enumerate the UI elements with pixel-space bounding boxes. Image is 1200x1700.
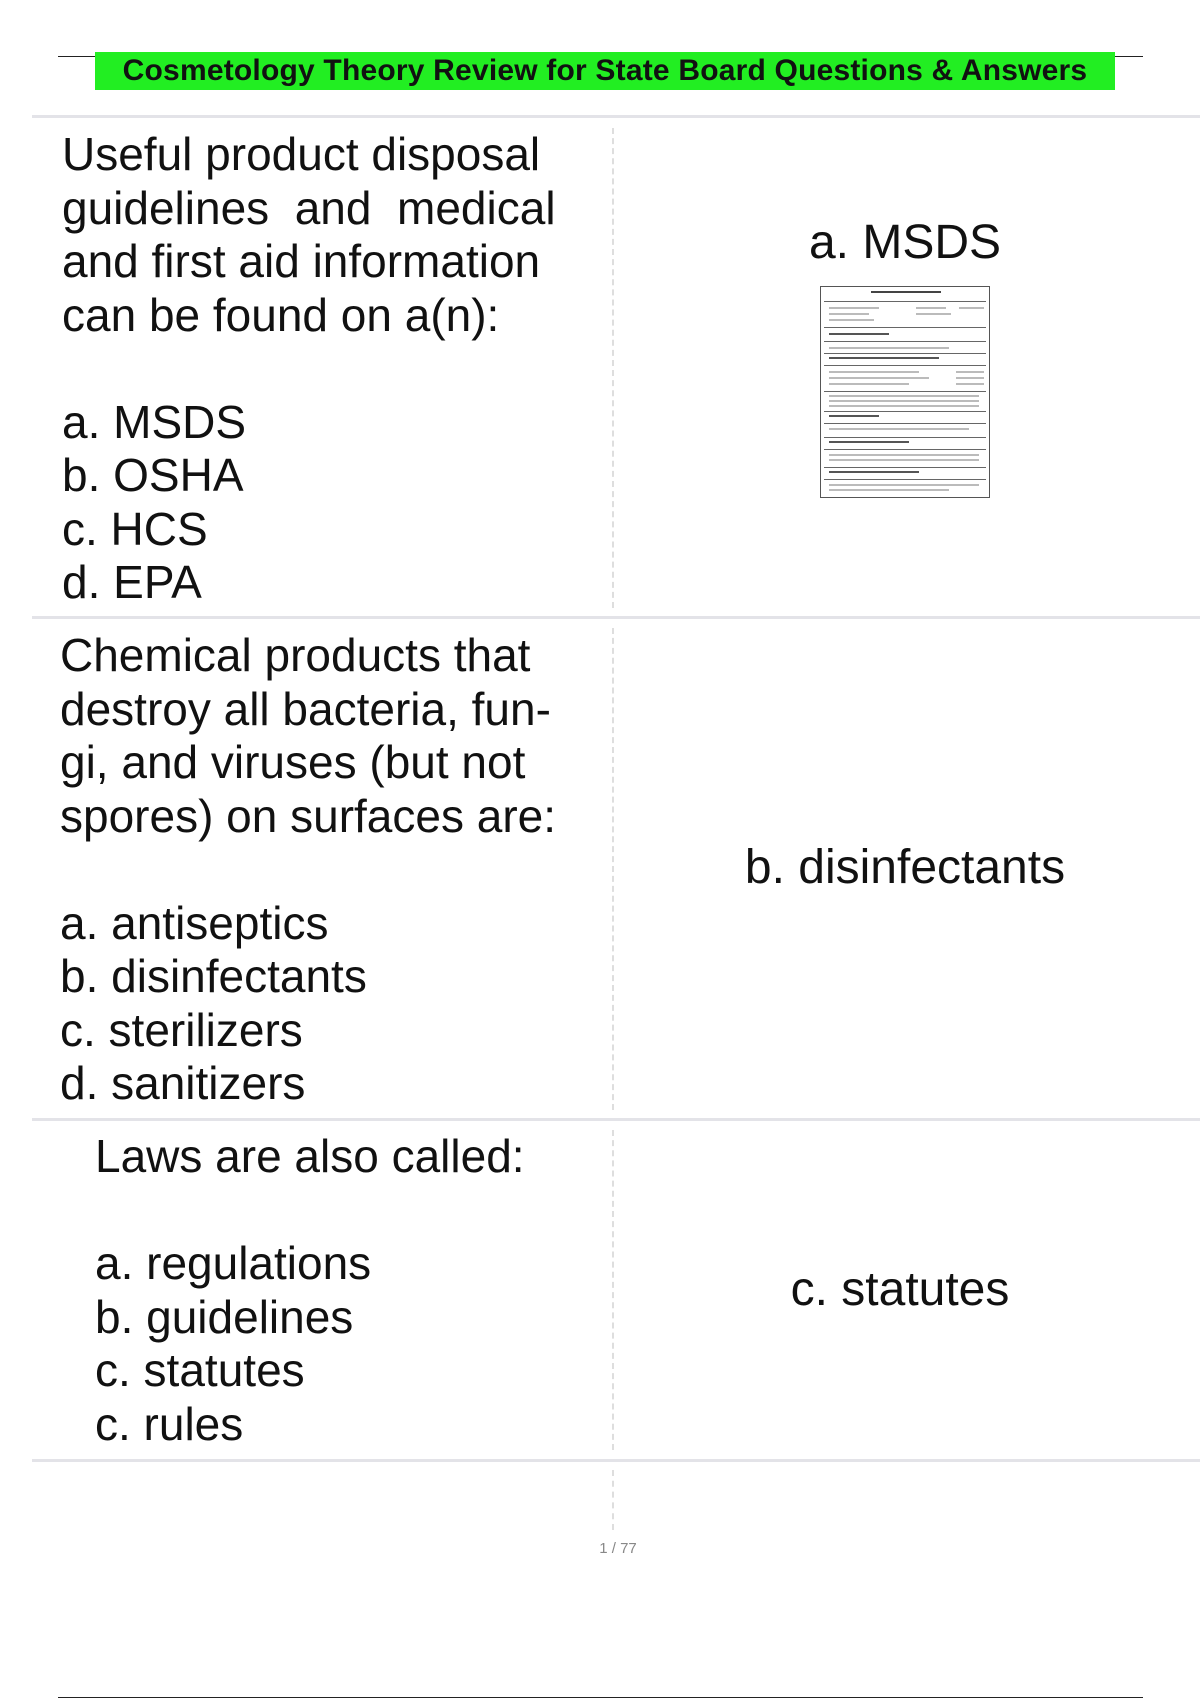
header-rule-left [58,56,98,57]
correct-answer: a. MSDS [808,216,1002,269]
answer-option: b. disinfectants [60,950,367,1002]
answer-option: b. OSHA [62,449,244,501]
answer-option: d. EPA [62,556,202,608]
answer-option: c. sterilizers [60,1003,303,1056]
divider [32,616,1200,619]
answer-option: d. sanitizers [60,1057,306,1109]
question-card [62,128,582,610]
page-indicator: 1 / 77 [599,1540,637,1557]
column-separator [612,1470,614,1530]
question-line: destroy all bacteria, fun- [60,682,551,735]
answer-option: c. statutes [95,1344,305,1396]
answer-option: a. antiseptics [60,896,329,949]
correct-answer: b. disinfectants [744,841,1066,894]
question-line: guidelines and medical [62,181,556,234]
msds-sheet-image [820,286,990,498]
document-title: Cosmetology Theory Review for State Board Questions & Answers [95,52,1115,90]
correct-answer: c. statutes [790,1263,1010,1316]
answer-option: c. HCS [62,502,208,555]
question-line: Chemical products that [60,629,531,681]
footer-rule [58,1697,1143,1698]
answer-option: c. rules [95,1397,244,1450]
column-separator [612,1130,614,1450]
question-line: Laws are also called: [95,1130,525,1182]
question-line: gi, and viruses (but not [60,736,526,788]
question-line: spores) on surfaces are: [60,789,557,842]
divider [32,1459,1200,1462]
column-separator [612,128,614,608]
question-card [60,629,600,1111]
answer-option: b. guidelines [95,1290,354,1343]
question-card [95,1130,595,1451]
question-line: and first aid information [62,235,541,287]
answer-option: a. MSDS [62,395,247,448]
question-line: can be found on a(n): [62,288,500,341]
divider [32,1118,1200,1121]
answer-option: a. regulations [95,1237,372,1289]
divider [32,115,1200,118]
question-line: Useful product disposal [62,128,541,180]
column-separator [612,628,614,1110]
